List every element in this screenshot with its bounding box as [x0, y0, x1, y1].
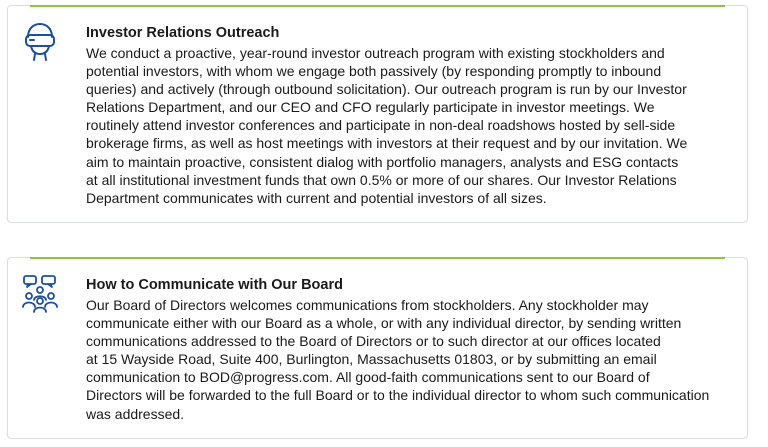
- investor-relations-card: [7, 5, 748, 223]
- communicate-with-board-card: [7, 257, 748, 439]
- section-text: Our Board of Directors welcomes communications from stockholders. Any stockholder may communicate either with our Board as a whole, or with any individual director, by sending written communications addressed to the Board of Directors or to such director at our offices located at 15 Wayside Road, Suite 400, Burlington, Massachusetts 01803, or by submitting an email communication to BOD@progress.com. All good-faith communications sent to our Board of Directors will be forwarded to the full Board or to the individual director to whom such communication was addressed.: [86, 297, 710, 422]
- section-title: How to Communicate with Our Board: [86, 277, 343, 293]
- group-conversation-icon: [22, 274, 58, 314]
- card-accent-bar: [30, 257, 725, 259]
- vr-headset-user-icon: [22, 22, 58, 62]
- card-accent-bar: [30, 5, 725, 7]
- section-text: We conduct a proactive, year-round investor outreach program with existing stockholders and potential investors, with whom we engage both passively (by responding promptly to inbound queries) and actively (through outbound solicitation). Our outreach program is run by our Investor Relations Department, and our CEO and CFO regularly participate in investor meetings. We routinely attend investor conferences and participate in non-deal roadshows hosted by sell-side brokerage firms, as well as host meetings with investors at their request and by our invitation. We aim to maintain proactive, consistent dialog with portfolio managers, analysts and ESG contacts at all institutional investment funds that own 0.5% or more of our shares. Our Investor Relations Department communicates with current and potential investors of all sizes.: [86, 45, 688, 206]
- section-title: Investor Relations Outreach: [86, 25, 280, 41]
